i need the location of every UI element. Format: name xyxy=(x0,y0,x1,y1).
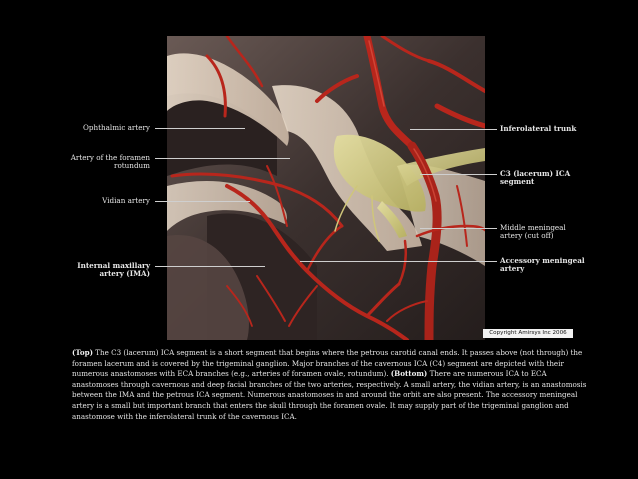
label-c3-line2: segment xyxy=(500,177,535,186)
label-middle-meningeal-line2: artery (cut off) xyxy=(500,231,554,240)
ima-leader xyxy=(155,266,265,267)
label-accessory-meningeal-line2: artery xyxy=(500,264,525,273)
label-inferolateral-text: Inferolateral trunk xyxy=(500,124,577,133)
caption-bottom-tag: (Bottom) xyxy=(390,369,428,379)
c3-leader xyxy=(420,174,497,175)
label-ima-line2: artery (IMA) xyxy=(99,269,150,278)
label-foramen-rotundum xyxy=(30,154,150,170)
label-ima-line1: Internal maxillary xyxy=(77,261,150,270)
label-ophthalmic-artery xyxy=(40,124,150,132)
copyright-notice: Copyright Amirsys Inc 2006 xyxy=(483,329,573,338)
label-vidian-text: Vidian artery xyxy=(102,196,150,205)
label-vidian-artery xyxy=(40,197,150,205)
label-foramen-rotundum-line2: rotundum xyxy=(114,161,150,170)
label-ophthalmic-text: Ophthalmic artery xyxy=(82,123,150,132)
caption-top-text: The C3 (lacerum) ICA segment is a short segment that begins where the petrous carotid canal ends. It passes above (not through) the foramen lacerum and is covered by the trigeminal ganglion. Major branches of the cavernous ICA (C4) segment are depicted with their numerous anastomoses with ECA branches (e.g., arteries of foramen ovale, rotundum). xyxy=(72,348,583,379)
middle-meningeal-leader xyxy=(420,228,497,229)
anatomy-drawing xyxy=(167,36,485,340)
label-middle-meningeal-line1: Middle meningeal xyxy=(500,223,566,232)
caption-bottom-text: There are numerous ICA to ECA anastomoses through cavernous and deep facial branches of the two arteries, respectively. A small artery, the vidian artery, is an anastomosis between the IMA and the petrous ICA segment. Numerous anastomoses in and around the orbit are also present. The accessory meningeal artery is a small but important branch that enters the skull through the foramen ovale. It may supply part of the trigeminal ganglion and anastomose with the inferolateral trunk of the cavernous ICA. xyxy=(72,369,587,421)
foramen-rotundum-leader xyxy=(155,158,290,159)
label-c3-line1: C3 (lacerum) ICA xyxy=(500,169,571,178)
label-foramen-rotundum-line1: Artery of the foramen xyxy=(70,153,150,162)
vidian-leader xyxy=(155,201,250,202)
label-middle-meningeal xyxy=(500,224,610,240)
label-accessory-meningeal-line1: Accessory meningeal xyxy=(500,256,585,265)
inferolateral-leader xyxy=(410,129,497,130)
anatomy-illustration xyxy=(167,36,485,340)
label-accessory-meningeal xyxy=(500,257,610,273)
figure-caption xyxy=(72,348,590,422)
label-inferolateral-trunk xyxy=(500,125,610,133)
ophthalmic-leader xyxy=(155,128,245,129)
label-c3-segment xyxy=(500,170,610,186)
label-ima xyxy=(40,262,150,278)
caption-top-tag: (Top) xyxy=(72,348,94,357)
accessory-meningeal-leader xyxy=(300,261,497,262)
